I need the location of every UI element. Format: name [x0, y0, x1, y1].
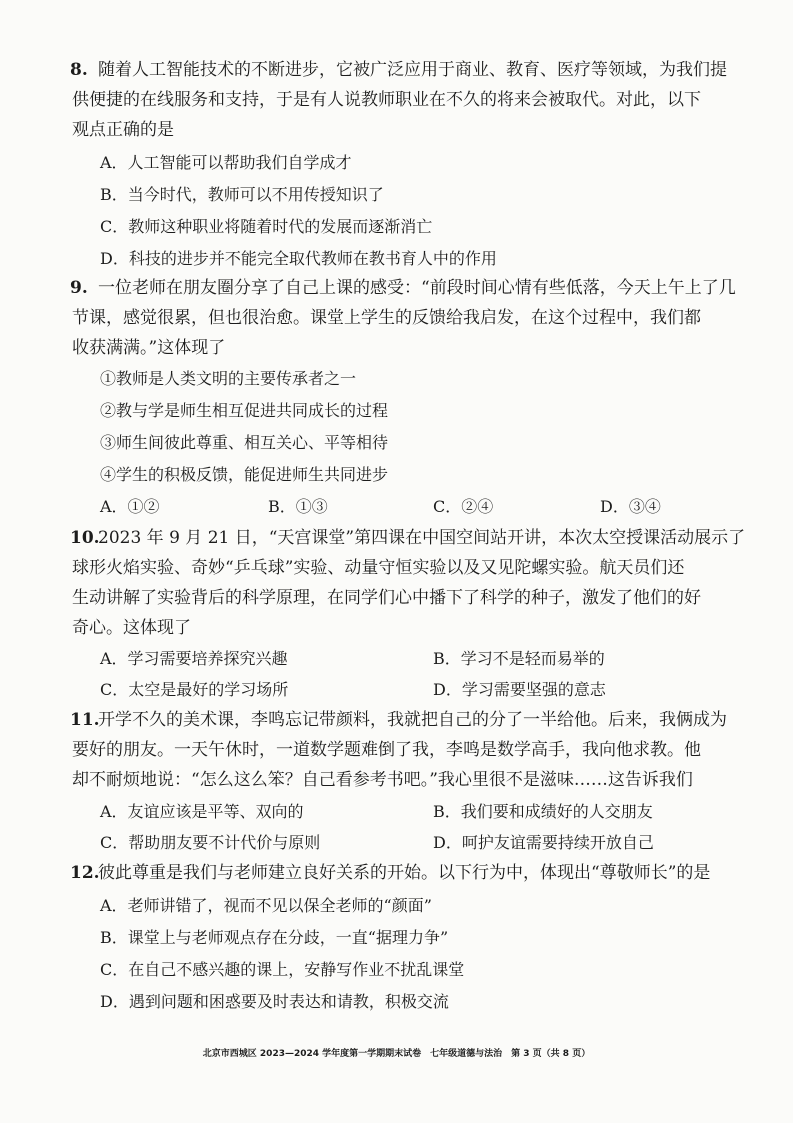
question-number: 9.	[70, 278, 88, 298]
option-b[interactable]: B．课堂上与老师观点存在分歧，一直“据理力争”	[100, 928, 449, 947]
option-c[interactable]: C．在自己不感兴趣的课上，安静写作业不扰乱课堂	[100, 960, 465, 979]
option-a[interactable]: A．友谊应该是平等、双向的	[100, 802, 304, 821]
question-text-line: 一位老师在朋友圈分享了自己上课的感受：“前段时间心情有些低落，今天上午上了几	[98, 278, 736, 298]
question-number: 10.	[70, 528, 100, 548]
option-d[interactable]: D．科技的进步并不能完全取代教师在教书育人中的作用	[100, 249, 497, 268]
statement-1: ①教师是人类文明的主要传承者之一	[100, 369, 357, 388]
option-d[interactable]: D．遇到问题和困惑要及时表达和请教，积极交流	[100, 992, 449, 1011]
option-d[interactable]: D．③④	[600, 497, 661, 516]
question-text-line: 2023 年 9 月 21 日，“天宫课堂”第四课在中国空间站开讲，本次太空授课活动展示了	[98, 528, 746, 548]
option-a[interactable]: A．①②	[100, 497, 160, 516]
question-text-line: 收获满满。”这体现了	[72, 338, 226, 358]
option-c[interactable]: C．教师这种职业将随着时代的发展而逐渐消亡	[100, 217, 433, 236]
option-c[interactable]: C．②④	[433, 497, 494, 516]
option-d[interactable]: D．呵护友谊需要持续开放自己	[433, 833, 654, 852]
option-b[interactable]: B．学习不是轻而易举的	[433, 649, 605, 668]
option-b[interactable]: B．①③	[268, 497, 328, 516]
question-text-line: 要好的朋友。一天午休时，一道数学题难倒了我，李鸣是数学高手，我向他求教。他	[72, 740, 701, 760]
option-a[interactable]: A．人工智能可以帮助我们自学成才	[100, 153, 352, 172]
question-text-line: 奇心。这体现了	[72, 618, 191, 638]
option-a[interactable]: A．老师讲错了，视而不见以保全老师的“颜面”	[100, 896, 432, 915]
statement-3: ③师生间彼此尊重、相互关心、平等相待	[100, 433, 389, 452]
option-a[interactable]: A．学习需要培养探究兴趣	[100, 649, 288, 668]
option-c[interactable]: C．太空是最好的学习场所	[100, 680, 289, 699]
option-b[interactable]: B．我们要和成绩好的人交朋友	[433, 802, 653, 821]
question-text-line: 球形火焰实验、奇妙“乒乓球”实验、动量守恒实验以及又见陀螺实验。航天员们还	[72, 558, 685, 578]
page-footer: 北京市西城区 2023—2024 学年度第一学期期末试卷 七年级道德与法治 第 3 页（共 8 页）	[202, 1049, 591, 1059]
question-text-line: 观点正确的是	[72, 120, 174, 140]
option-b[interactable]: B．当今时代，教师可以不用传授知识了	[100, 185, 384, 204]
option-c[interactable]: C．帮助朋友要不计代价与原则	[100, 833, 321, 852]
question-text-line: 供便捷的在线服务和支持，于是有人说教师职业在不久的将来会被取代。对此，以下	[72, 90, 701, 110]
question-text-line: 生动讲解了实验背后的科学原理，在同学们心中播下了科学的种子，激发了他们的好	[72, 588, 701, 608]
question-text-line: 节课，感觉很累，但也很治愈。课堂上学生的反馈给我启发，在这个过程中，我们都	[72, 308, 701, 328]
question-text-line: 彼此尊重是我们与老师建立良好关系的开始。以下行为中，体现出“尊敬师长”的是	[98, 863, 711, 883]
question-number: 11.	[70, 710, 100, 730]
statement-4: ④学生的积极反馈，能促进师生共同进步	[100, 465, 389, 484]
question-text-line: 却不耐烦地说：“怎么这么笨？自己看参考书吧。”我心里很不是滋味……这告诉我们	[72, 770, 693, 790]
question-number: 8.	[70, 60, 88, 80]
question-text-line: 开学不久的美术课，李鸣忘记带颜料，我就把自己的分了一半给他。后来，我俩成为	[98, 710, 727, 730]
question-number: 12.	[70, 863, 100, 883]
question-text-line: 随着人工智能技术的不断进步，它被广泛应用于商业、教育、医疗等领域，为我们提	[98, 60, 727, 80]
statement-2: ②教与学是师生相互促进共同成长的过程	[100, 401, 389, 420]
option-d[interactable]: D．学习需要坚强的意志	[433, 680, 606, 699]
